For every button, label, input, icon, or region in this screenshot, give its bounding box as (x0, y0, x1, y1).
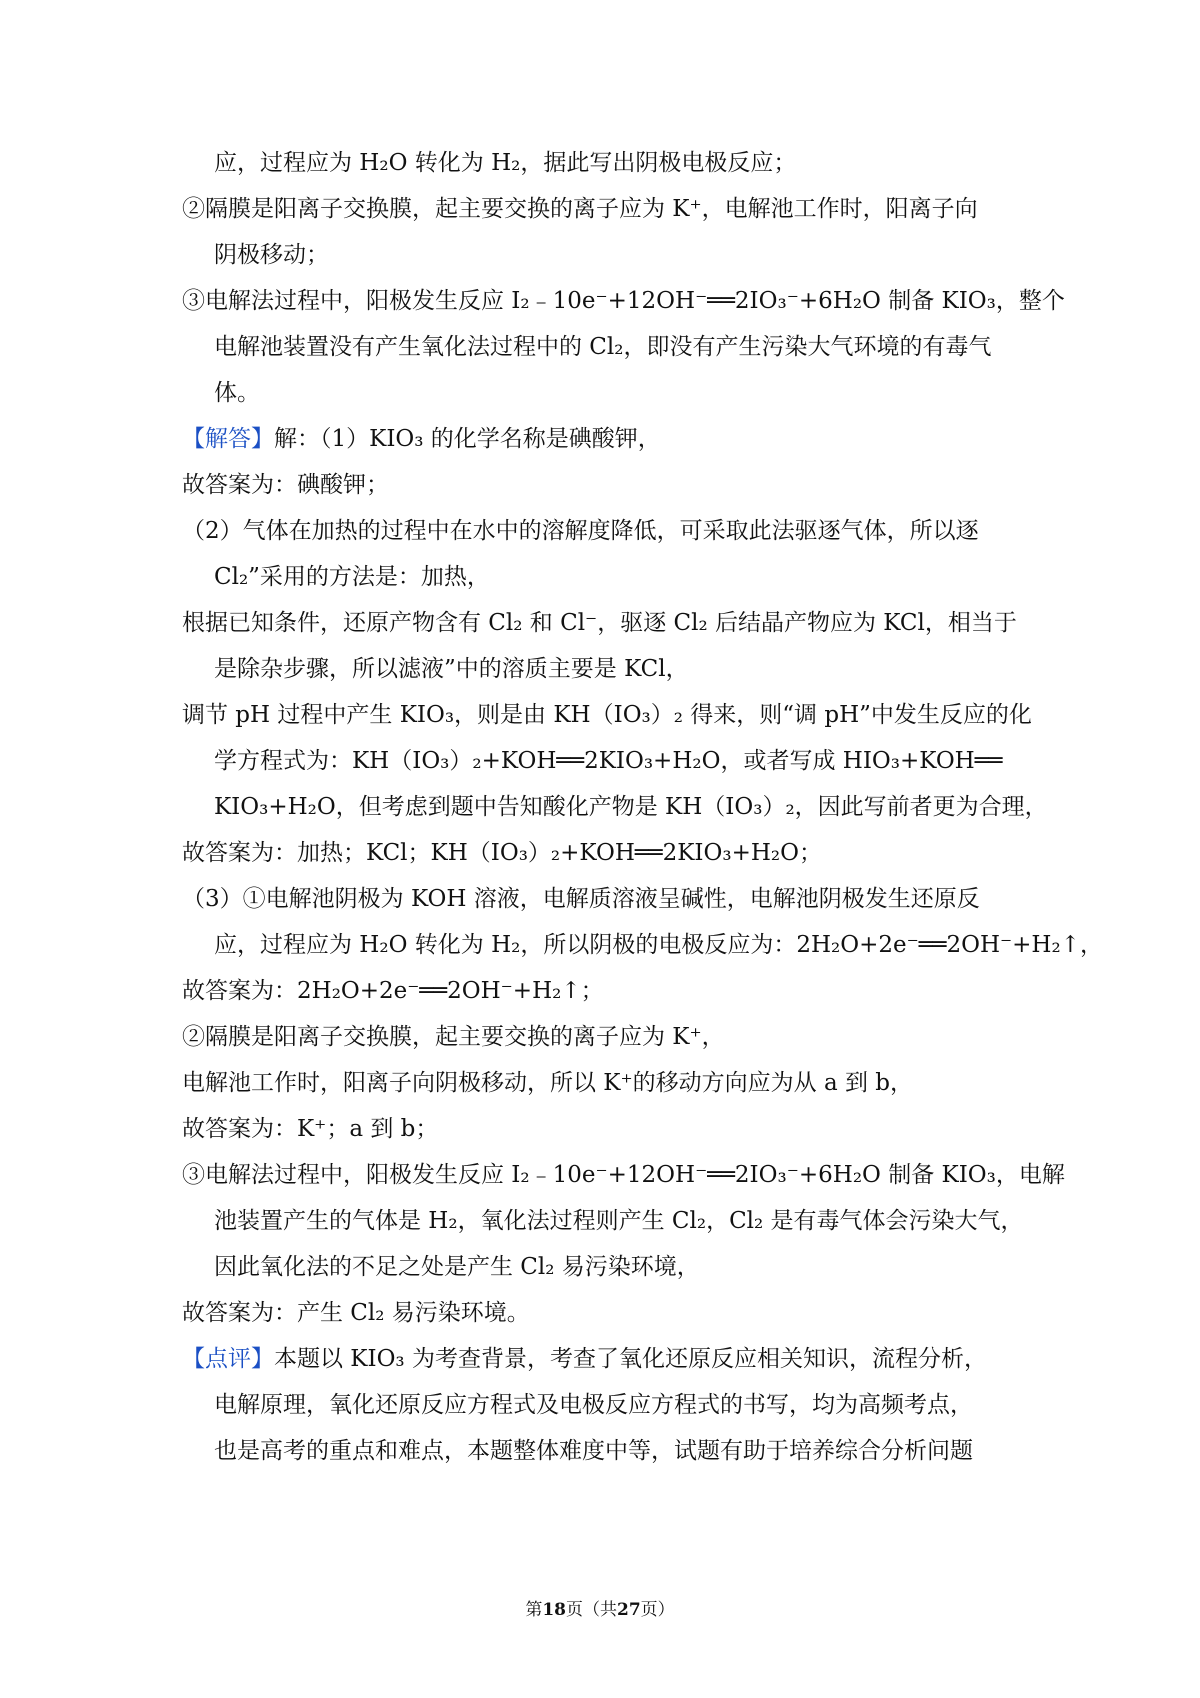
text-line (182, 1290, 1032, 1336)
line-text: 应，过程应为 H₂O 转化为 H₂，据此写出阴极电极反应； (214, 150, 797, 176)
line-text: 是除杂步骤，所以滤液”中的溶质主要是 KCl， (214, 656, 689, 682)
text-line (182, 186, 1032, 232)
text-line (182, 922, 1103, 968)
line-text: 故答案为：产生 Cl₂ 易污染环境。 (182, 1300, 530, 1326)
line-text: 故答案为：K⁺；a 到 b； (182, 1116, 439, 1142)
footer-mid: 页（共 (566, 1600, 617, 1620)
line-text: 故答案为：2H₂O+2e⁻══2OH⁻+H₂↑； (182, 978, 604, 1004)
text-line (182, 462, 1032, 508)
text-line (182, 600, 1032, 646)
text-line (182, 1014, 1032, 1060)
line-text: （3）①电解池阴极为 KOH 溶液，电解质溶液呈碱性，电解池阴极发生还原反 (182, 886, 980, 912)
line-text: （2）气体在加热的过程中在水中的溶解度降低，可采取此法驱逐气体，所以逐 (182, 518, 979, 544)
text-line (182, 738, 1032, 784)
text-line (182, 140, 1032, 186)
line-text: 调节 pH 过程中产生 KIO₃，则是由 KH（IO₃）₂ 得来，则“调 pH”中发生反应的化 (182, 702, 1032, 728)
text-line (182, 968, 1032, 1014)
page-footer (0, 1598, 1200, 1622)
text-line (182, 784, 1048, 830)
footer-suffix: 页） (640, 1600, 675, 1620)
line-text: ③电解法过程中，阳极发生反应 I₂﹣10e⁻+12OH⁻══2IO₃⁻+6H₂O 制备 KIO₃，电解 (182, 1162, 1065, 1188)
line-text: KIO₃+H₂O，但考虑到题中告知酸化产物是 KH（IO₃）₂，因此写前者更为合理， (214, 794, 1048, 820)
answer-text-body (182, 140, 1103, 1474)
line-text: 电解原理，氧化还原反应方程式及电极反应方程式的书写，均为高频考点， (214, 1392, 973, 1418)
footer-total-pages: 27 (617, 1600, 641, 1620)
text-line (182, 416, 1032, 462)
line-text: 应，过程应为 H₂O 转化为 H₂，所以阴极的电极反应为：2H₂O+2e⁻══2OH⁻+H₂↑， (214, 932, 1103, 958)
line-text: 因此氧化法的不足之处是产生 Cl₂ 易污染环境， (214, 1254, 700, 1280)
line-text: 故答案为：碘酸钾； (182, 472, 389, 498)
text-line (182, 646, 1032, 692)
text-line (182, 1106, 1032, 1152)
text-line (182, 1336, 1032, 1382)
line-text: 根据已知条件，还原产物含有 Cl₂ 和 Cl⁻，驱逐 Cl₂ 后结晶产物应为 KCl，相当于 (182, 610, 1017, 636)
line-text: 故答案为：加热；KCl；KH（IO₃）₂+KOH══2KIO₃+H₂O； (182, 840, 822, 866)
section-tag: 【点评】 (182, 1346, 274, 1372)
footer-page-number: 18 (542, 1600, 566, 1620)
text-line (182, 554, 1032, 600)
text-line (182, 1198, 1032, 1244)
line-text: 电解池工作时，阳离子向阴极移动，所以 K⁺的移动方向应为从 a 到 b， (182, 1070, 914, 1096)
text-line (182, 876, 1032, 922)
line-text: 体。 (214, 380, 260, 406)
footer-prefix: 第 (525, 1600, 543, 1620)
section-tag: 【解答】 (182, 426, 274, 452)
text-line (182, 1428, 1032, 1474)
line-text: 本题以 KIO₃ 为考查背景，考查了氧化还原反应相关知识，流程分析， (274, 1346, 987, 1372)
line-text: 阴极移动； (214, 242, 329, 268)
text-line (182, 508, 1032, 554)
line-text: 电解池装置没有产生氧化法过程中的 Cl₂，即没有产生污染大气环境的有毒气 (214, 334, 992, 360)
text-line (182, 278, 1065, 324)
text-line (182, 830, 1032, 876)
line-text: ②隔膜是阳离子交换膜，起主要交换的离子应为 K⁺， (182, 1024, 725, 1050)
text-line (182, 1152, 1065, 1198)
line-text: 学方程式为：KH（IO₃）₂+KOH══2KIO₃+H₂O，或者写成 HIO₃+KOH══ (214, 748, 1003, 774)
line-text: ②隔膜是阳离子交换膜，起主要交换的离子应为 K⁺，电解池工作时，阳离子向 (182, 196, 978, 222)
text-line (182, 232, 1032, 278)
text-line (182, 692, 1032, 738)
line-text: Cl₂”采用的方法是：加热， (214, 564, 490, 590)
line-text: 也是高考的重点和难点，本题整体难度中等，试题有助于培养综合分析问题 (214, 1438, 973, 1464)
text-line (182, 1244, 1032, 1290)
line-text: 解：（1）KIO₃ 的化学名称是碘酸钾， (274, 426, 661, 452)
text-line (182, 1382, 1032, 1428)
text-line (182, 1060, 1032, 1106)
line-text: ③电解法过程中，阳极发生反应 I₂﹣10e⁻+12OH⁻══2IO₃⁻+6H₂O 制备 KIO₃，整个 (182, 288, 1065, 314)
text-line (182, 370, 1032, 416)
text-line (182, 324, 1032, 370)
line-text: 池装置产生的气体是 H₂，氧化法过程则产生 Cl₂，Cl₂ 是有毒气体会污染大气， (214, 1208, 1024, 1234)
